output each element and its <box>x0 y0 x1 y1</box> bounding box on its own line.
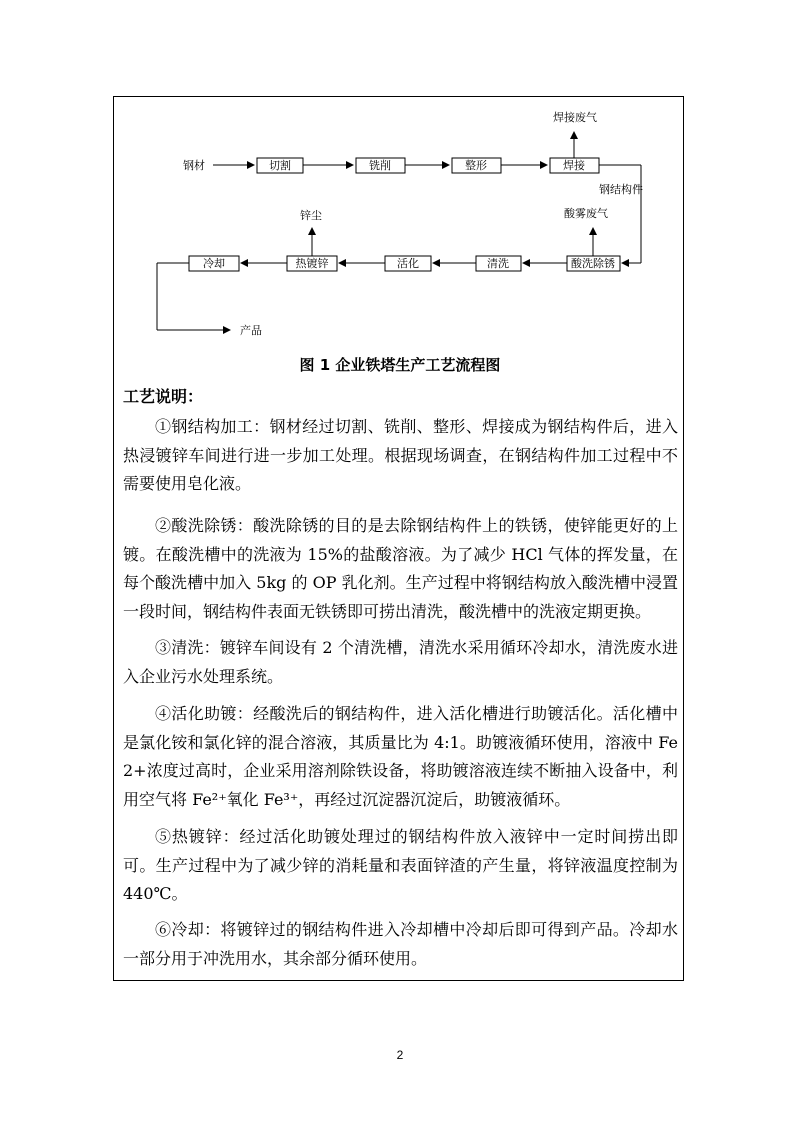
box-shape <box>452 158 501 173</box>
paragraph-galvanizing: ⑤热镀锌：经过活化助镀处理过的钢结构件放入液锌中一定时间捞出即可。生产过程中为了减少锌的消耗量和表面锌渣的产生量，将锌液温度控制为 440℃。 <box>123 827 678 903</box>
node-zinc-dust: 锌尘 <box>300 209 322 222</box>
paragraph-steel-processing: ①钢结构加工：钢材经过切割、铣削、整形、焊接成为钢结构件后，进入热浸镀锌车间进行进一步加工处理。根据现场调查，在钢结构件加工过程中不需要使用皂化液。 <box>123 417 678 493</box>
box-cool <box>189 256 239 271</box>
section-heading: 工艺说明： <box>123 387 204 406</box>
process-flow-diagram <box>0 0 800 345</box>
node-weld-gas: 焊接废气 <box>553 111 597 124</box>
box-mill <box>356 158 405 173</box>
node-mill: 铣削 <box>369 159 391 172</box>
node-activate: 活化 <box>397 257 419 270</box>
node-product: 产品 <box>240 324 262 337</box>
node-rinse: 清洗 <box>487 257 509 270</box>
node-cool: 冷却 <box>203 257 225 270</box>
paragraph-cooling: ⑥冷却：将镀锌过的钢结构件进入冷却槽中冷却后即可得到产品。冷却水一部分用于冲洗用水，其余部分循环使用。 <box>123 920 678 968</box>
node-steel-part: 钢结构件 <box>599 183 643 196</box>
paragraph-pickling: ②酸洗除锈：酸洗除锈的目的是去除钢结构件上的铁锈，使锌能更好的上镀。在酸洗槽中的洗液为 15%的盐酸溶液。为了减少 HCl 气体的挥发量，在每个酸洗槽中加入 5kg 的 OP 乳化剂。生产过程中将钢结构放入酸洗槽中浸置一段时间，钢结构件表面无铁锈即可捞出清洗，酸洗槽中的洗液定期更换。 <box>123 516 678 621</box>
box-galvanize <box>287 256 337 271</box>
node-weld: 焊接 <box>563 159 585 172</box>
figure-caption: 图 1 企业铁塔生产工艺流程图 <box>299 356 501 374</box>
box-weld <box>550 158 599 173</box>
node-shape: 整形 <box>465 159 487 172</box>
node-pickling: 酸洗除锈 <box>571 257 615 270</box>
paragraph-rinse: ③清洗：镀锌车间设有 2 个清洗槽，清洗水采用循环冷却水，清洗废水进入企业污水处理系统。 <box>123 638 678 686</box>
node-steel: 钢材 <box>183 159 205 172</box>
box-pickling <box>567 256 620 271</box>
page-number: 2 <box>396 1048 404 1062</box>
box-cut <box>257 158 303 173</box>
paragraph-activation: ④活化助镀：经酸洗后的钢结构件，进入活化槽进行助镀活化。活化槽中是氯化铵和氯化锌的混合溶液，其质量比为 4:1。助镀液循环使用，溶液中 Fe 2+浓度过高时，企业采用溶剂除铁设备，将助镀溶液连续不断抽入设备中，利用空气将 Fe²⁺氧化 Fe³⁺，再经过沉淀器沉淀后，助镀液循环。 <box>123 704 678 809</box>
box-rinse <box>476 256 521 271</box>
node-cut: 切割 <box>269 159 291 172</box>
node-acid-gas: 酸雾废气 <box>564 207 608 220</box>
node-galvanize: 热镀锌 <box>295 257 329 270</box>
box-activate <box>385 256 431 271</box>
